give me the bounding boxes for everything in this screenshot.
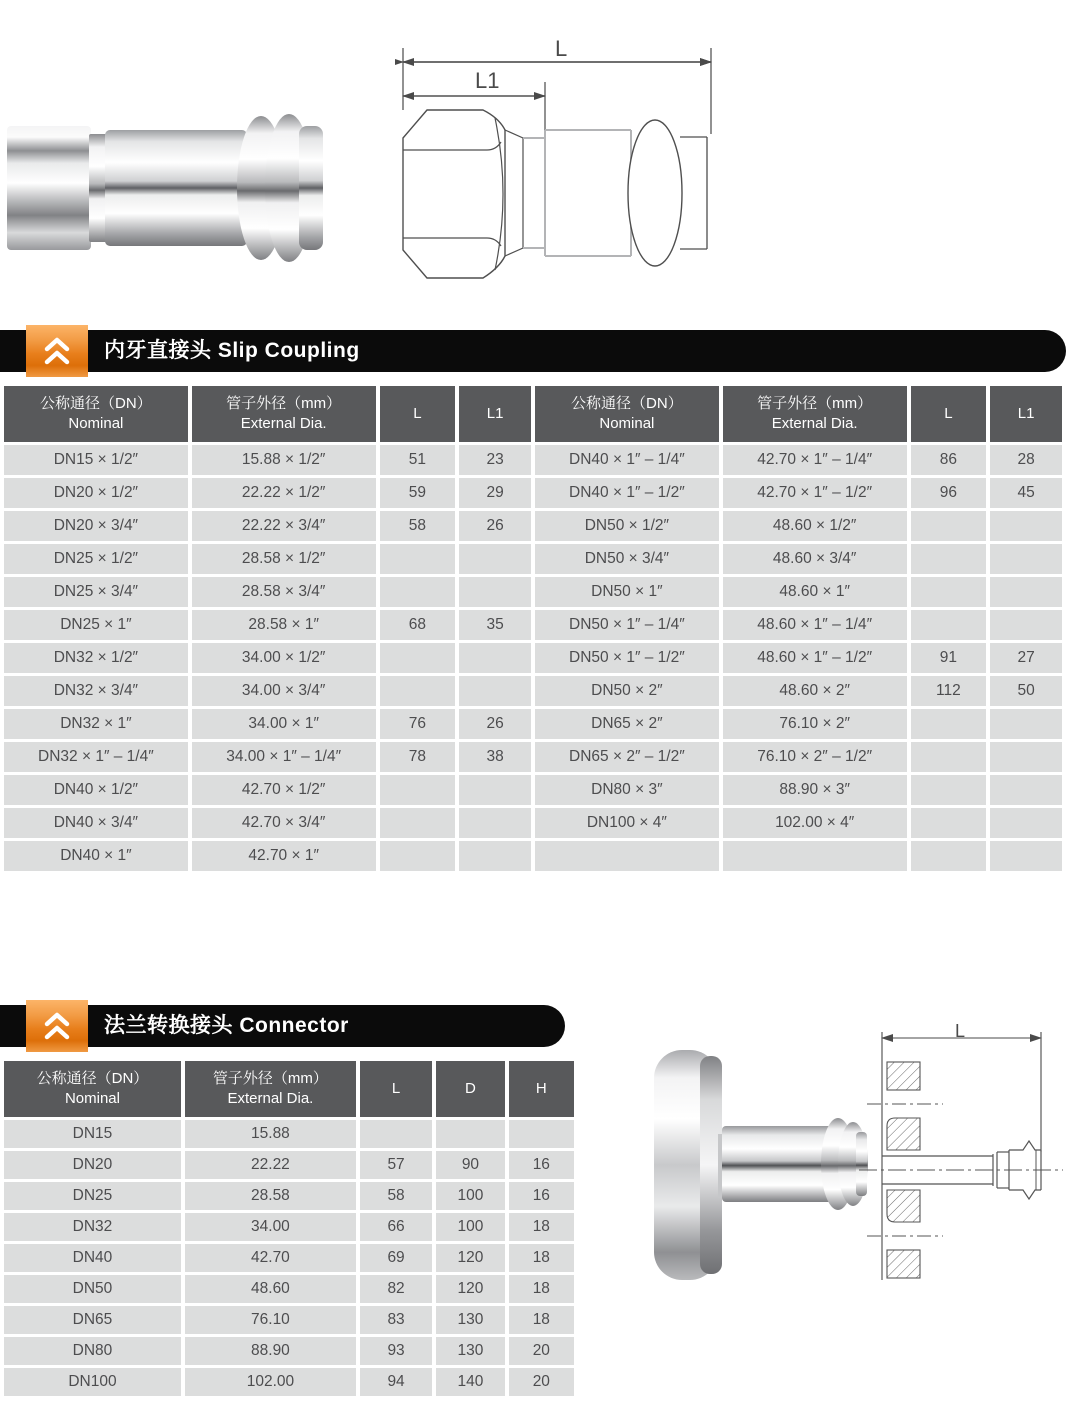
col-header-l: L bbox=[380, 386, 456, 442]
table-cell: 94 bbox=[360, 1368, 432, 1396]
table-cell: 76 bbox=[380, 709, 456, 739]
table-header-row bbox=[4, 386, 1062, 442]
col-header-l1: L1 bbox=[459, 386, 531, 442]
table-cell: 90 bbox=[436, 1151, 504, 1179]
col-header-h: H bbox=[509, 1061, 574, 1117]
table-cell: DN50 × 1/2″ bbox=[535, 511, 719, 541]
table-cell: DN20 bbox=[4, 1151, 181, 1179]
table-cell: 100 bbox=[436, 1213, 504, 1241]
table-cell: 130 bbox=[436, 1306, 504, 1334]
table-cell: 28.58 bbox=[185, 1182, 356, 1210]
table-cell: 20 bbox=[509, 1337, 574, 1365]
table-cell: 18 bbox=[509, 1275, 574, 1303]
table-cell: 68 bbox=[380, 610, 456, 640]
table-cell: 34.00 × 1/2″ bbox=[192, 643, 376, 673]
dim-label-l: L bbox=[955, 1024, 966, 1041]
col-header-external: 管子外径（mm） External Dia. bbox=[192, 386, 376, 442]
table-cell: 76.10 × 2″ bbox=[723, 709, 907, 739]
table-cell: DN40 bbox=[4, 1244, 181, 1272]
table-cell bbox=[990, 808, 1062, 838]
table-row bbox=[4, 1337, 574, 1365]
connector-drawing bbox=[843, 1024, 1066, 1286]
table-cell bbox=[459, 643, 531, 673]
table-cell bbox=[990, 577, 1062, 607]
table-cell: DN25 × 1/2″ bbox=[4, 544, 188, 574]
table-cell bbox=[459, 808, 531, 838]
slip-coupling-photo-image bbox=[5, 112, 327, 264]
col-header-d: D bbox=[436, 1061, 504, 1117]
table-cell: DN40 × 3/4″ bbox=[4, 808, 188, 838]
table-cell: DN80 × 3″ bbox=[535, 775, 719, 805]
table-cell: 91 bbox=[911, 643, 987, 673]
table-row bbox=[4, 709, 1062, 739]
table-cell: 83 bbox=[360, 1306, 432, 1334]
col-header-external: 管子外径（mm） External Dia. bbox=[185, 1061, 356, 1117]
table-cell: 76.10 bbox=[185, 1306, 356, 1334]
table-cell: 120 bbox=[436, 1244, 504, 1272]
table-cell: 48.60 × 1″ bbox=[723, 577, 907, 607]
table-cell: 50 bbox=[990, 676, 1062, 706]
table-header-row bbox=[4, 1061, 574, 1117]
table-cell bbox=[990, 709, 1062, 739]
table-cell: 42.70 × 3/4″ bbox=[192, 808, 376, 838]
table-cell: 42.70 × 1/2″ bbox=[192, 775, 376, 805]
table-cell bbox=[911, 808, 987, 838]
table-cell: DN32 bbox=[4, 1213, 181, 1241]
table-cell: 26 bbox=[459, 511, 531, 541]
table-cell: 112 bbox=[911, 676, 987, 706]
table-cell: 48.60 × 2″ bbox=[723, 676, 907, 706]
connector-drawing-image bbox=[843, 1024, 1066, 1286]
table-cell: 27 bbox=[990, 643, 1062, 673]
section-title: 内牙直接头 Slip Coupling bbox=[104, 339, 360, 362]
table-cell bbox=[509, 1120, 574, 1148]
table-cell: 86 bbox=[911, 445, 987, 475]
table-cell: 58 bbox=[360, 1182, 432, 1210]
table-cell bbox=[990, 742, 1062, 772]
table-cell: DN40 × 1″ – 1/2″ bbox=[535, 478, 719, 508]
section-title: 法兰转换接头 Connector bbox=[104, 1014, 349, 1037]
table-cell: DN32 × 1″ bbox=[4, 709, 188, 739]
table-cell: DN50 × 1″ – 1/4″ bbox=[535, 610, 719, 640]
slip-coupling-drawing-image bbox=[395, 38, 720, 288]
table-cell: 140 bbox=[436, 1368, 504, 1396]
table-cell: 51 bbox=[380, 445, 456, 475]
table-cell: 34.00 bbox=[185, 1213, 356, 1241]
table-cell: DN50 × 3/4″ bbox=[535, 544, 719, 574]
table-cell: 35 bbox=[459, 610, 531, 640]
table-cell: 57 bbox=[360, 1151, 432, 1179]
table-row bbox=[4, 478, 1062, 508]
table-row bbox=[4, 1244, 574, 1272]
connector-photo-image bbox=[648, 1048, 868, 1283]
table-cell: 15.88 × 1/2″ bbox=[192, 445, 376, 475]
table-row bbox=[4, 1275, 574, 1303]
table-cell bbox=[911, 841, 987, 871]
table-cell bbox=[459, 577, 531, 607]
table-cell bbox=[990, 610, 1062, 640]
table-cell: DN65 × 2″ – 1/2″ bbox=[535, 742, 719, 772]
table-cell: DN80 bbox=[4, 1337, 181, 1365]
table-row bbox=[4, 544, 1062, 574]
table-cell bbox=[911, 577, 987, 607]
slip-coupling-photo bbox=[5, 112, 327, 264]
dim-label-l1: L1 bbox=[475, 68, 500, 93]
table-cell: DN65 bbox=[4, 1306, 181, 1334]
table-cell: 102.00 bbox=[185, 1368, 356, 1396]
table-row bbox=[4, 1368, 574, 1396]
table-row bbox=[4, 676, 1062, 706]
table-cell: 22.22 × 3/4″ bbox=[192, 511, 376, 541]
table-cell: 78 bbox=[380, 742, 456, 772]
table-cell bbox=[911, 544, 987, 574]
table-row bbox=[4, 643, 1062, 673]
table-cell: 18 bbox=[509, 1306, 574, 1334]
table-cell: 15.88 bbox=[185, 1120, 356, 1148]
col-header-l: L bbox=[360, 1061, 432, 1117]
chevron-up-icon bbox=[26, 325, 88, 377]
table-cell: 34.00 × 1″ bbox=[192, 709, 376, 739]
table-cell: 22.22 × 1/2″ bbox=[192, 478, 376, 508]
table-cell: 96 bbox=[911, 478, 987, 508]
table-cell: DN50 × 1″ – 1/2″ bbox=[535, 643, 719, 673]
table-cell: 29 bbox=[459, 478, 531, 508]
table-cell: DN25 × 3/4″ bbox=[4, 577, 188, 607]
table-cell: DN32 × 1/2″ bbox=[4, 643, 188, 673]
table-cell: DN50 × 1″ bbox=[535, 577, 719, 607]
table-cell bbox=[380, 775, 456, 805]
table-cell: 16 bbox=[509, 1182, 574, 1210]
table-cell bbox=[459, 775, 531, 805]
connector-photo bbox=[648, 1048, 868, 1283]
table-cell bbox=[380, 544, 456, 574]
table-cell: DN15 bbox=[4, 1120, 181, 1148]
table-cell: 28.58 × 1″ bbox=[192, 610, 376, 640]
table-cell bbox=[459, 544, 531, 574]
table-cell: 48.60 × 1″ – 1/4″ bbox=[723, 610, 907, 640]
table-cell: 102.00 × 4″ bbox=[723, 808, 907, 838]
table-cell: 20 bbox=[509, 1368, 574, 1396]
table-cell bbox=[911, 709, 987, 739]
table-cell: DN40 × 1″ bbox=[4, 841, 188, 871]
table-cell bbox=[990, 544, 1062, 574]
table-cell bbox=[911, 610, 987, 640]
table-cell: 76.10 × 2″ – 1/2″ bbox=[723, 742, 907, 772]
table-cell: 34.00 × 1″ – 1/4″ bbox=[192, 742, 376, 772]
section-header-connector bbox=[0, 1005, 565, 1047]
table-row bbox=[4, 610, 1062, 640]
table-cell: 58 bbox=[380, 511, 456, 541]
col-header-l: L bbox=[911, 386, 987, 442]
table-cell: 66 bbox=[360, 1213, 432, 1241]
table-cell: 59 bbox=[380, 478, 456, 508]
table-cell: 100 bbox=[436, 1182, 504, 1210]
table-cell: DN25 × 1″ bbox=[4, 610, 188, 640]
table-cell: DN40 × 1/2″ bbox=[4, 775, 188, 805]
table-cell bbox=[990, 511, 1062, 541]
table-cell bbox=[459, 841, 531, 871]
table-cell: 28.58 × 1/2″ bbox=[192, 544, 376, 574]
table-cell bbox=[459, 676, 531, 706]
table-row bbox=[4, 841, 1062, 871]
table-cell: DN20 × 3/4″ bbox=[4, 511, 188, 541]
table-cell bbox=[380, 643, 456, 673]
table-cell bbox=[380, 841, 456, 871]
table-cell: 42.70 × 1″ – 1/2″ bbox=[723, 478, 907, 508]
table-cell: 16 bbox=[509, 1151, 574, 1179]
table-cell: 18 bbox=[509, 1244, 574, 1272]
table-cell: DN100 bbox=[4, 1368, 181, 1396]
table-cell: 69 bbox=[360, 1244, 432, 1272]
table-cell bbox=[990, 841, 1062, 871]
table-cell: 45 bbox=[990, 478, 1062, 508]
table-cell: DN100 × 4″ bbox=[535, 808, 719, 838]
table-cell bbox=[911, 511, 987, 541]
table-cell: 42.70 bbox=[185, 1244, 356, 1272]
table-cell bbox=[380, 676, 456, 706]
col-header-nominal: 公称通径（DN） Nominal bbox=[4, 1061, 181, 1117]
section-header-slip-coupling bbox=[0, 330, 1066, 372]
table-cell: 93 bbox=[360, 1337, 432, 1365]
table-cell: 88.90 × 3″ bbox=[723, 775, 907, 805]
table-row bbox=[4, 775, 1062, 805]
slip-coupling-table bbox=[0, 383, 1066, 874]
table-cell: 26 bbox=[459, 709, 531, 739]
table-cell: 88.90 bbox=[185, 1337, 356, 1365]
table-cell bbox=[380, 808, 456, 838]
table-row bbox=[4, 1182, 574, 1210]
table-cell: 28 bbox=[990, 445, 1062, 475]
table-cell bbox=[535, 841, 719, 871]
chevron-up-icon bbox=[26, 1000, 88, 1052]
table-row bbox=[4, 1306, 574, 1334]
table-row bbox=[4, 808, 1062, 838]
table-row bbox=[4, 445, 1062, 475]
table-cell: 120 bbox=[436, 1275, 504, 1303]
table-cell: DN15 × 1/2″ bbox=[4, 445, 188, 475]
table-row bbox=[4, 577, 1062, 607]
table-cell bbox=[990, 775, 1062, 805]
col-header-nominal: 公称通径（DN） Nominal bbox=[4, 386, 188, 442]
table-cell: 22.22 bbox=[185, 1151, 356, 1179]
table-cell bbox=[360, 1120, 432, 1148]
table-cell: 28.58 × 3/4″ bbox=[192, 577, 376, 607]
table-cell bbox=[380, 577, 456, 607]
table-cell: DN65 × 2″ bbox=[535, 709, 719, 739]
table-cell: 18 bbox=[509, 1213, 574, 1241]
table-cell: 38 bbox=[459, 742, 531, 772]
table-cell: 130 bbox=[436, 1337, 504, 1365]
table-cell bbox=[911, 775, 987, 805]
table-cell: DN50 bbox=[4, 1275, 181, 1303]
table-row bbox=[4, 1151, 574, 1179]
table-row bbox=[4, 511, 1062, 541]
dim-label-l: L bbox=[555, 38, 568, 61]
table-row bbox=[4, 742, 1062, 772]
col-header-external: 管子外径（mm） External Dia. bbox=[723, 386, 907, 442]
table-cell bbox=[911, 742, 987, 772]
col-header-l1: L1 bbox=[990, 386, 1062, 442]
table-cell: DN32 × 1″ – 1/4″ bbox=[4, 742, 188, 772]
table-cell: 23 bbox=[459, 445, 531, 475]
table-row bbox=[4, 1120, 574, 1148]
table-cell bbox=[723, 841, 907, 871]
table-cell bbox=[436, 1120, 504, 1148]
connector-table bbox=[0, 1058, 578, 1399]
table-cell: 48.60 × 1″ – 1/2″ bbox=[723, 643, 907, 673]
table-cell: 48.60 × 3/4″ bbox=[723, 544, 907, 574]
table-cell: DN20 × 1/2″ bbox=[4, 478, 188, 508]
slip-coupling-drawing bbox=[395, 38, 720, 288]
table-cell: 48.60 bbox=[185, 1275, 356, 1303]
table-cell: DN32 × 3/4″ bbox=[4, 676, 188, 706]
table-row bbox=[4, 1213, 574, 1241]
table-cell: DN25 bbox=[4, 1182, 181, 1210]
table-cell: 48.60 × 1/2″ bbox=[723, 511, 907, 541]
table-cell: 82 bbox=[360, 1275, 432, 1303]
table-cell: 34.00 × 3/4″ bbox=[192, 676, 376, 706]
table-cell: 42.70 × 1″ – 1/4″ bbox=[723, 445, 907, 475]
col-header-nominal: 公称通径（DN） Nominal bbox=[535, 386, 719, 442]
table-cell: DN50 × 2″ bbox=[535, 676, 719, 706]
table-cell: 42.70 × 1″ bbox=[192, 841, 376, 871]
table-cell: DN40 × 1″ – 1/4″ bbox=[535, 445, 719, 475]
